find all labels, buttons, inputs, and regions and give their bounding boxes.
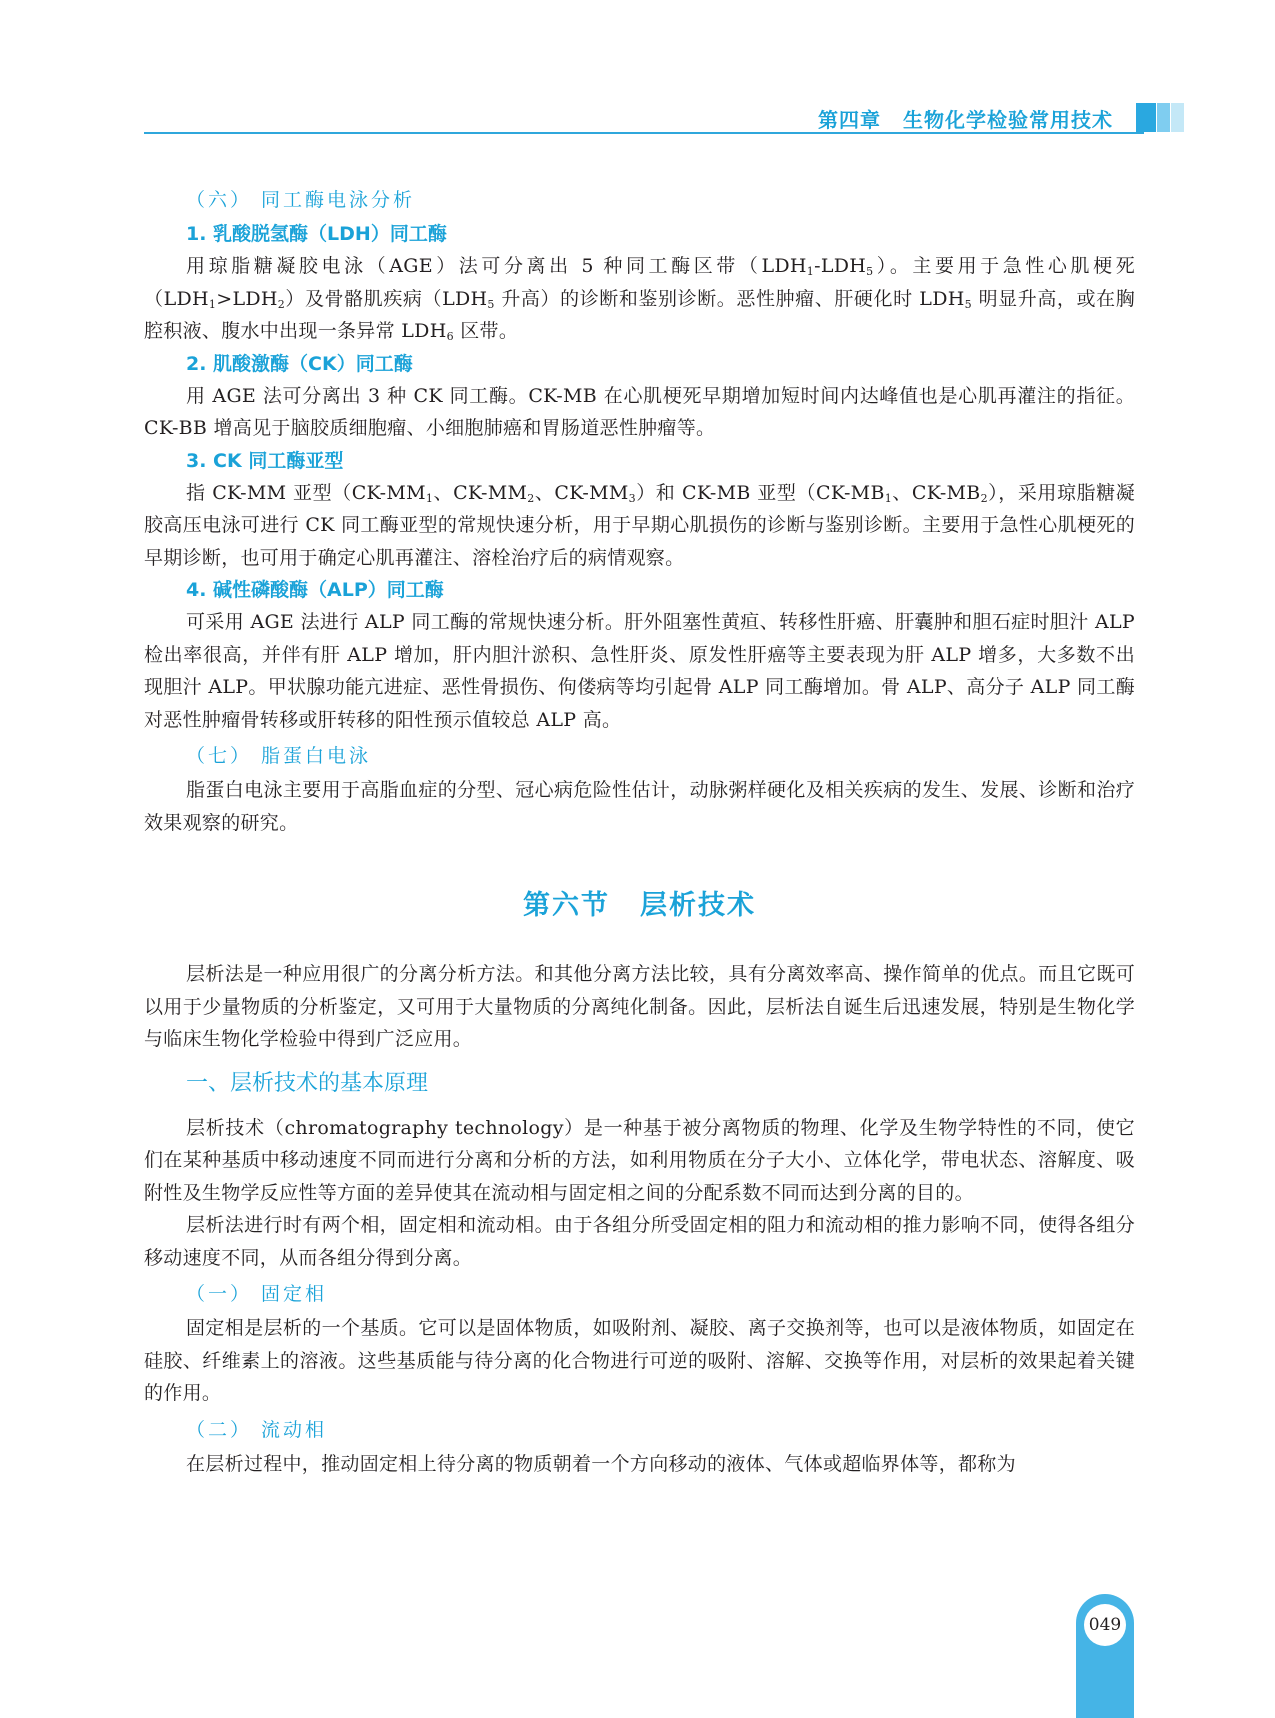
chapter-title: 生物化学检验常用技术: [903, 108, 1113, 132]
paragraph-stationary-phase: 固定相是层析的一个基质。它可以是固体物质，如吸附剂、凝胶、离子交换剂等，也可以是液体物质，如固定在硅胶、纤维素上的溶液。这些基质能与待分离的化合物进行可逆的吸附、溶解、交换等作用，对层析的效果起着关键的作用。: [144, 1317, 1135, 1404]
paragraph-ldh: 用琼脂糖凝胶电泳（AGE）法可分离出 5 种同工酶区带$(LDH_1-LDH_5)$。主要用于急性心肌梗死$(LDH_1>LDH_2)$及骨骼肌疾病（$LDH_5$ 升高）的诊断和鉴别诊断。恶性肿瘤、肝硬化时 $LDH_5$ 明显升高，或在胸腔积液、腹水中出现一条异常 $LDH_6$ 区带。: [144, 255, 1135, 343]
paragraph-lipoprotein: 脂蛋白电泳主要用于高脂血症的分型、冠心病危险性估计，动脉粥样硬化及相关疾病的发生、发展、诊断和治疗效果观察的研究。: [144, 779, 1135, 834]
paragraph-principle-1: 层析技术（chromatography technology）是一种基于被分离物质的物理、化学及生物学特性的不同，使它们在某种基质中移动速度不同而进行分离和分析的方法，如利用物质在分子大小、立体化学，带电状态、溶解度、吸附性及生物学反应性等方面的差异使其在流动相与固定相之间的分配系数不同而达到分离的目的。: [144, 1116, 1135, 1204]
page-body: [144, 180, 1135, 1480]
heading-ck: 2. 肌酸激酶（CK）同工酶: [186, 352, 413, 375]
heading-principle: 一、层析技术的基本原理: [186, 1070, 429, 1096]
block-dark: [1136, 103, 1156, 132]
section-title: [144, 883, 1135, 922]
subheading-6: （六） 同工酶电泳分析: [186, 189, 416, 211]
header-rule: [144, 132, 1144, 134]
block-light: [1171, 103, 1184, 132]
header-decoration: [1136, 103, 1184, 132]
heading-ck-subtypes: 3. CK 同工酶亚型: [186, 449, 344, 472]
heading-ldh: 1. 乳酸脱氢酶（LDH）同工酶: [186, 223, 447, 245]
paragraph-ck-subtypes: 指 CK-MM 亚型（$CK-MM_1$、$CK-MM_2$、$CK-MM_3$）和 CK-MB 亚型（$CK-MB_1$、$CK-MB_2$），采用琼脂糖凝胶高压电泳可进行 CK 同工酶亚型的常规快速分析，用于早期心肌损伤的诊断与鉴别诊断。主要用于急性心肌梗死的早期诊断，也可用于确定心肌再灌注、溶栓治疗后的病情观察。: [144, 481, 1136, 569]
paragraph-alp: 可采用 AGE 法进行 ALP 同工酶的常规快速分析。肝外阻塞性黄疸、转移性肝癌、肝囊肿和胆石症时胆汁 ALP 检出率很高，并伴有肝 ALP 增加，肝内胆汁淤积、急性肝炎、原发性肝癌等主要表现为肝 ALP 增多，大多数不出现胆汁 ALP。甲状腺功能亢进症、恶性骨损伤、佝偻病等均引起骨 ALP 同工酶增加。骨 ALP、高分子 ALP 同工酶对恶性肿瘤骨转移或肝转移的阳性预示值较总 ALP 高。: [144, 611, 1135, 731]
chapter-number: 第四章: [818, 108, 881, 132]
page-number: 049: [1084, 1604, 1126, 1646]
paragraph-mobile-phase: 在层析过程中，推动固定相上待分离的物质朝着一个方向移动的液体、气体或超临界体等，都称为: [186, 1452, 1016, 1475]
subheading-mobile-phase: （二） 流动相: [186, 1418, 328, 1441]
subheading-stationary-phase: （一） 固定相: [186, 1283, 328, 1305]
block-mid: [1157, 103, 1170, 132]
section-number: 第六节: [523, 890, 610, 921]
subheading-7: （七） 脂蛋白电泳: [186, 745, 372, 767]
paragraph-intro: 层析法是一种应用很广的分离分析方法。和其他分离方法比较，具有分离效率高、操作简单的优点。而且它既可以用于少量物质的分析鉴定，又可用于大量物质的分离纯化制备。因此，层析法自诞生后迅速发展，特别是生物化学与临床生物化学检验中得到广泛应用。: [144, 963, 1135, 1050]
paragraph-principle-2: 层析法进行时有两个相，固定相和流动相。由于各组分所受固定相的阻力和流动相的推力影响不同，使得各组分移动速度不同，从而各组分得到分离。: [144, 1214, 1135, 1269]
page-header: [0, 0, 1275, 140]
paragraph-ck: 用 AGE 法可分离出 3 种 CK 同工酶。CK-MB 在心肌梗死早期增加短时间内达峰值也是心肌再灌注的指征。CK-BB 增高见于脑胶质细胞瘤、小细胞肺癌和胃肠道恶性肿瘤等。: [144, 384, 1135, 439]
page-number-tab: [1076, 1594, 1134, 1718]
running-head: [818, 104, 1113, 133]
heading-alp: 4. 碱性磷酸酶（ALP）同工酶: [186, 579, 444, 601]
section-name: 层析技术: [640, 890, 756, 921]
